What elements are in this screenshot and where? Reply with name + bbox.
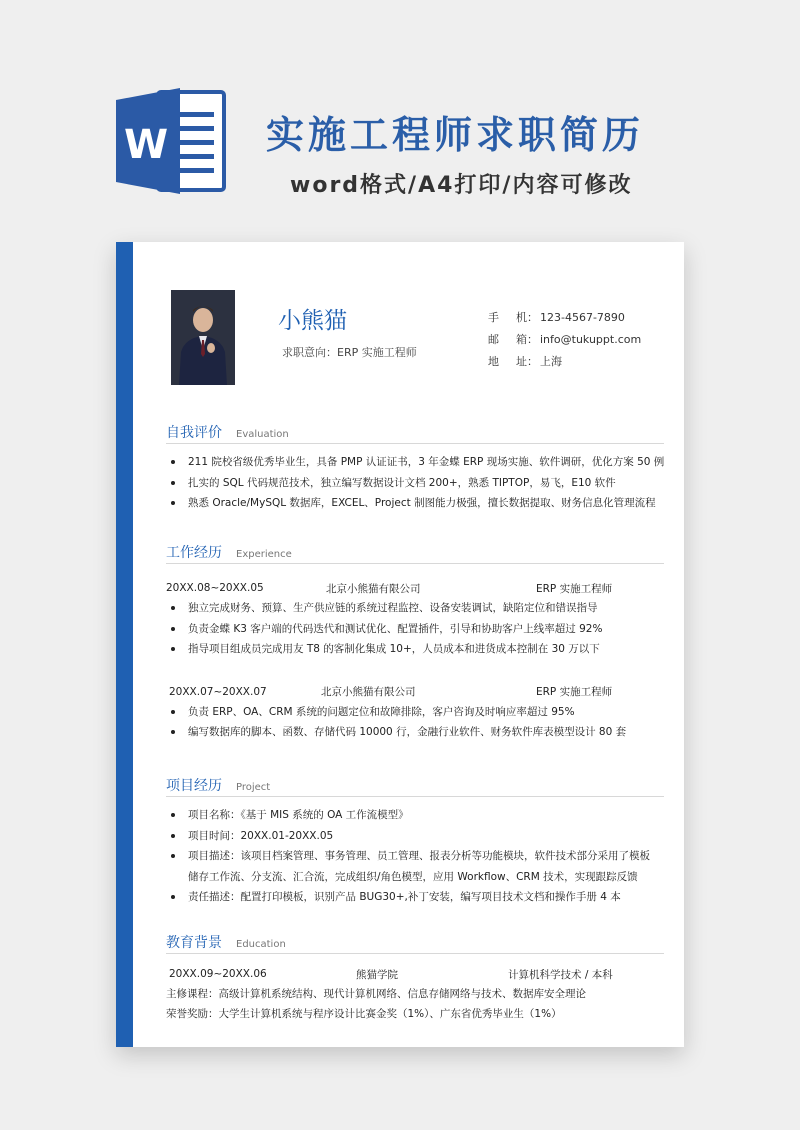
list-item: 责任描述：配置打印模板，识别产品 BUG30+,补丁安装，编写项目技术文档和操作手册 4 本 [166,887,664,908]
word-logo-icon [116,86,228,196]
list-item: 熟悉 Oracle/MySQL 数据库，EXCEL、Project 制图能力极强，擅长数据提取、财务信息化管理流程 [166,493,664,514]
section-title: 自我评价 [166,425,222,441]
address-value: 上海 [540,355,562,368]
list-item: 负责 ERP、OA、CRM 系统的问题定位和故障排除，客户咨询及时响应率超过 95% [166,702,664,723]
job-intent: 求职意向：ERP 实施工程师 [282,346,417,359]
candidate-name: 小熊猫 [278,308,347,334]
job-header [166,682,664,702]
list-item: 编写数据库的脚本、函数、存储代码 10000 行，金融行业软件、财务软件库表模型设计 80 套 [166,722,664,743]
list-item: 负责金蝶 K3 客户端的代码迭代和测试优化、配置插件，引导和协助客户上线率超过 92% [166,619,664,640]
list-item: 扎实的 SQL 代码规范技术，独立编写数据设计文档 200+，熟悉 TIPTOP，易飞，E10 软件 [166,473,664,494]
list-item: 211 院校省级优秀毕业生，具备 PMP 认证证书，3 年金蝶 ERP 现场实施、软件调研，优化方案 50 例 [166,452,664,473]
education-header [166,964,664,984]
section-header [166,932,664,954]
contact-email: 邮 箱： info@tukuppt.com [488,332,642,346]
section-header [166,422,664,444]
contact-address: 地 址： 上海 [488,355,562,368]
section-education [166,932,664,1024]
job-header [166,578,664,598]
section-title: 教育背景 [166,935,222,951]
education-period: 20XX.09~20XX.06 [169,968,267,980]
section-project [166,775,664,907]
job-duties [166,598,664,660]
list-item: 项目描述：该项目档案管理、事务管理、员工管理、报表分析等功能模块，软件技术部分采用了模板 [166,846,664,867]
section-subtitle: Experience [236,549,292,560]
section-header [166,542,664,564]
email-value: info@tukuppt.com [540,332,642,346]
job-company: 北京小熊猫有限公司 [326,582,421,595]
contact-phone: 手 机： 123-4567-7890 [488,310,625,324]
word-logo-letter: W [123,122,169,168]
profile-photo [171,290,235,385]
section-experience [166,542,664,743]
job-role: ERP 实施工程师 [536,686,613,698]
section-subtitle: Project [236,782,271,793]
list-item: 指导项目组成员完成用友 T8 的客制化集成 10+，人员成本和进货成本控制在 30 万以下 [166,639,664,660]
section-subtitle: Evaluation [236,429,289,440]
list-item: 项目名称：《基于 MIS 系统的 OA 工作流模型》 [166,805,664,826]
banner-title: 实施工程师求职简历 [266,113,645,157]
education-honors: 荣誉奖励：大学生计算机系统与程序设计比赛金奖（1%）、广东省优秀毕业生（1%） [166,1008,562,1020]
section-title: 项目经历 [166,778,222,794]
project-list-tail [166,887,664,908]
job-period: 20XX.08~20XX.05 [166,582,264,594]
section-header [166,775,664,797]
education-school: 熊猫学院 [356,968,398,981]
job-role: ERP 实施工程师 [536,582,613,595]
job-duties [166,702,664,743]
job-company: 北京小熊猫有限公司 [321,686,416,698]
project-description-continued: 储存工作流、分支流、汇合流，完成组织/角色模型，应用 Workflow、CRM 技术，实现跟踪反馈 [188,870,638,883]
banner-subtitle: word格式/A4打印/内容可修改 [290,173,633,198]
job-period: 20XX.07~20XX.07 [169,685,267,698]
list-item: 项目时间：20XX.01-20XX.05 [166,826,664,847]
section-evaluation [166,422,664,514]
contact-block [488,306,641,372]
education-courses: 主修课程：高级计算机系统结构、现代计算机网络、信息存储网络与技术、数据库安全理论 [166,988,586,1000]
section-title: 工作经历 [166,545,222,561]
accent-bar [116,242,133,1047]
list-item: 独立完成财务、预算、生产供应链的系统过程监控、设备安装调试，缺陷定位和错误指导 [166,598,664,619]
section-subtitle: Education [236,939,286,950]
education-major: 计算机科学技术 / 本科 [508,968,613,981]
evaluation-list [166,452,664,514]
project-list [166,805,664,867]
phone-value: 123-4567-7890 [540,310,625,324]
resume-paper [116,242,684,1047]
